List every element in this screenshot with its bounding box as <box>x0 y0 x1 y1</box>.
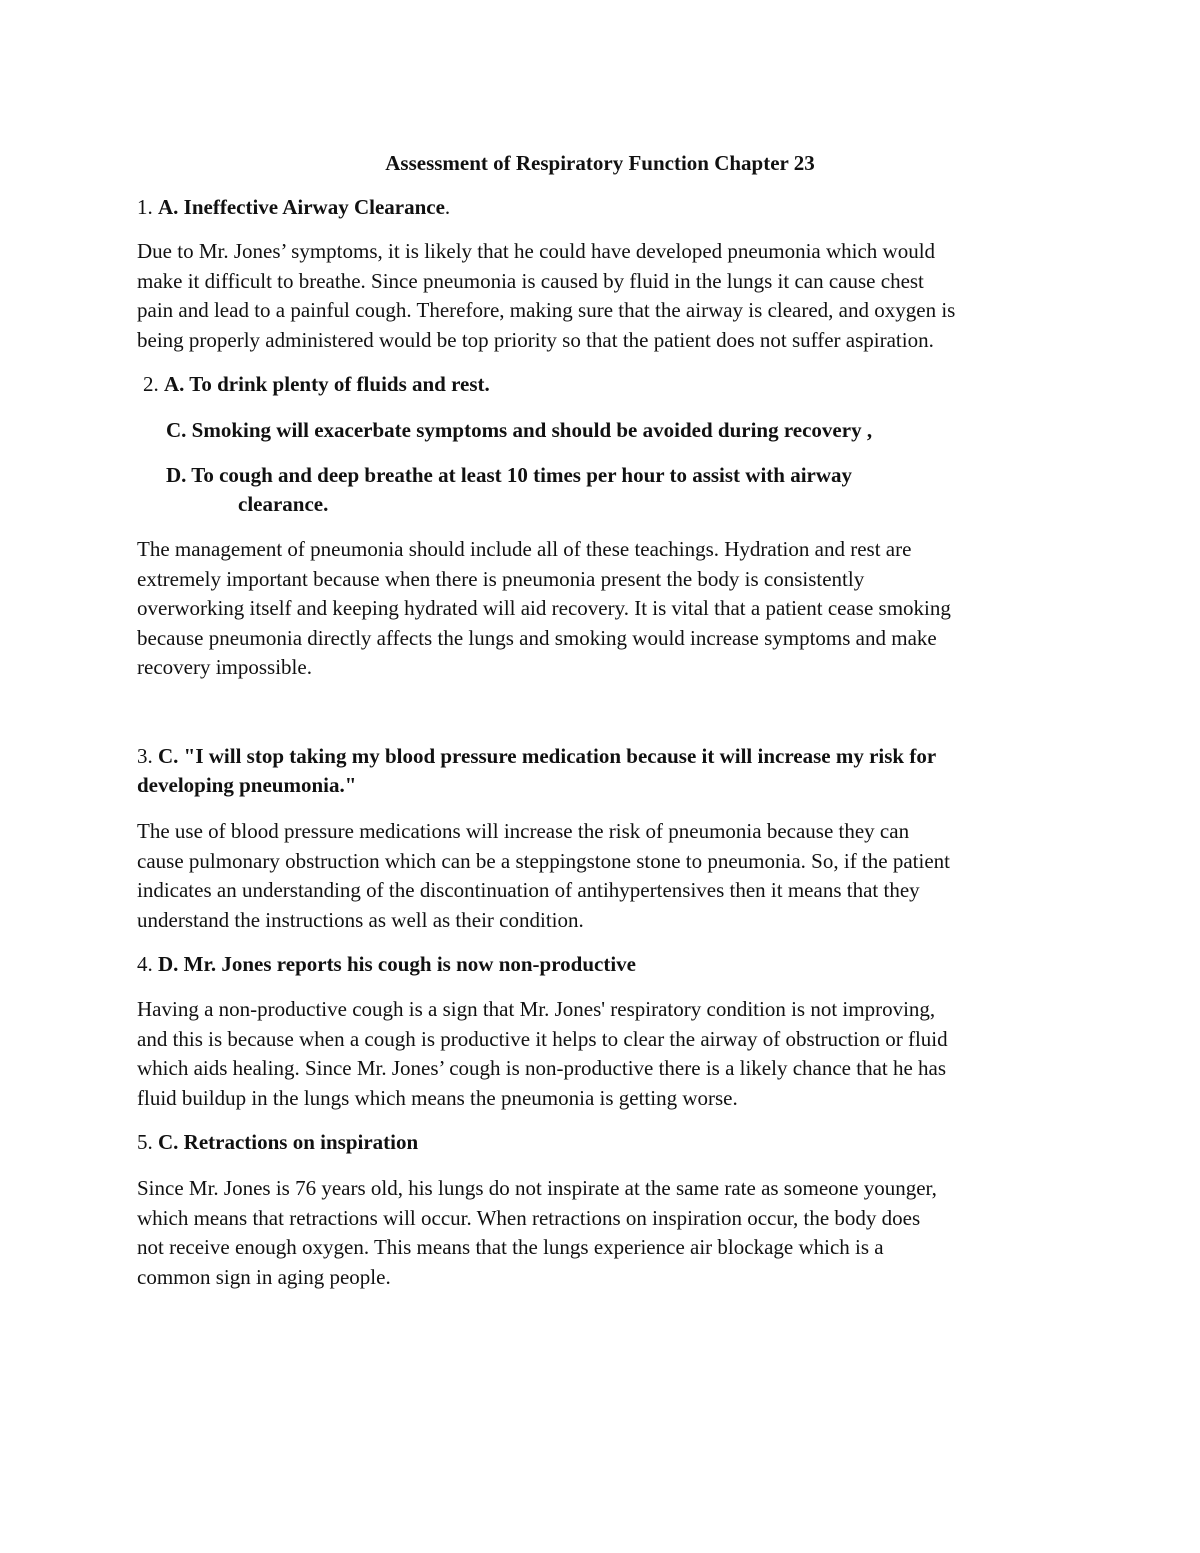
q5-explanation-line: common sign in aging people. <box>137 1264 391 1289</box>
q1-explanation <box>137 237 1072 355</box>
q3-explanation-line: indicates an understanding of the discontinuation of antihypertensives then it means that they <box>137 878 920 902</box>
q4-explanation-line: Having a non-productive cough is a sign that Mr. Jones' respiratory condition is not improving, <box>137 997 936 1021</box>
q3-explanation-line: The use of blood pressure medications will increase the risk of pneumonia because they can <box>137 819 910 843</box>
q1-trailing: . <box>444 195 451 219</box>
q4-number: 4. <box>137 952 153 976</box>
document-title: Assessment of Respiratory Function Chapter 23 <box>385 151 815 175</box>
q5-explanation-line: not receive enough oxygen. This means that the lungs experience air blockage which is a <box>137 1235 884 1259</box>
q5-heading <box>137 1128 418 1158</box>
q5-explanation-line: which means that retractions will occur. When retractions on inspiration occur, the body does <box>137 1205 921 1230</box>
q3-explanation-line: understand the instructions as well as their condition. <box>137 907 584 932</box>
q1-number: 1. <box>137 195 153 219</box>
q4-heading <box>137 950 636 980</box>
q2-explanation-line: extremely important because when there is pneumonia present the body is consistently <box>137 566 865 591</box>
q2-answer-c: C. Smoking will exacerbate symptoms and should be avoided during recovery , <box>166 418 873 442</box>
q3-explanation <box>137 817 1072 935</box>
q2-explanation-line: recovery impossible. <box>137 655 312 679</box>
q5-answer: C. Retractions on inspiration <box>158 1130 419 1154</box>
q2-explanation <box>137 535 1072 683</box>
q2-heading <box>143 370 490 400</box>
q1-heading <box>137 193 450 223</box>
q5-explanation <box>137 1174 1072 1292</box>
q4-explanation <box>137 995 1072 1113</box>
q3-answer-line1: C. "I will stop taking my blood pressure medication because it will increase my risk for <box>158 744 937 768</box>
q2-explanation-line: overworking itself and keeping hydrated will aid recovery. It is vital that a patient cease smoking <box>137 596 951 620</box>
q2-number: 2. <box>143 372 159 396</box>
q3-answer-line2: developing pneumonia." <box>137 773 357 797</box>
q4-explanation-line: which aids healing. Since Mr. Jones’ cough is non-productive there is a likely chance that he has <box>137 1056 947 1080</box>
q1-explanation-line: make it difficult to breathe. Since pneumonia is caused by fluid in the lungs it can cause chest <box>137 268 924 293</box>
q2-explanation-line: because pneumonia directly affects the lungs and smoking would increase symptoms and make <box>137 625 937 650</box>
q3-explanation-line: cause pulmonary obstruction which can be a steppingstone stone to pneumonia. So, if the patient <box>137 848 950 873</box>
q2-explanation-line: The management of pneumonia should include all of these teachings. Hydration and rest are <box>137 537 912 561</box>
q3-number: 3. <box>137 744 153 768</box>
q5-explanation-line: Since Mr. Jones is 76 years old, his lungs do not inspirate at the same rate as someone younger, <box>137 1176 937 1200</box>
q1-explanation-line: pain and lead to a painful cough. Therefore, making sure that the airway is cleared, and oxygen is <box>137 298 956 322</box>
q5-number: 5. <box>137 1130 153 1154</box>
q4-explanation-line: and this is because when a cough is productive it helps to clear the airway of obstruction or fluid <box>137 1026 948 1051</box>
q4-explanation-line: fluid buildup in the lungs which means the pneumonia is getting worse. <box>137 1085 738 1110</box>
q4-answer: D. Mr. Jones reports his cough is now non-productive <box>158 952 636 976</box>
q1-answer: A. Ineffective Airway Clearance <box>158 195 445 219</box>
q1-explanation-line: Due to Mr. Jones’ symptoms, it is likely that he could have developed pneumonia which would <box>137 239 936 263</box>
q2-answer-d-line1: D. To cough and deep breathe at least 10 times per hour to assist with airway <box>166 463 853 487</box>
q2-answer-d-line2: clearance. <box>238 492 329 516</box>
q2-answer-a: A. To drink plenty of fluids and rest. <box>164 372 490 396</box>
q3-heading <box>137 742 936 772</box>
q1-explanation-line: being properly administered would be top priority so that the patient does not suffer aspiration. <box>137 327 934 352</box>
